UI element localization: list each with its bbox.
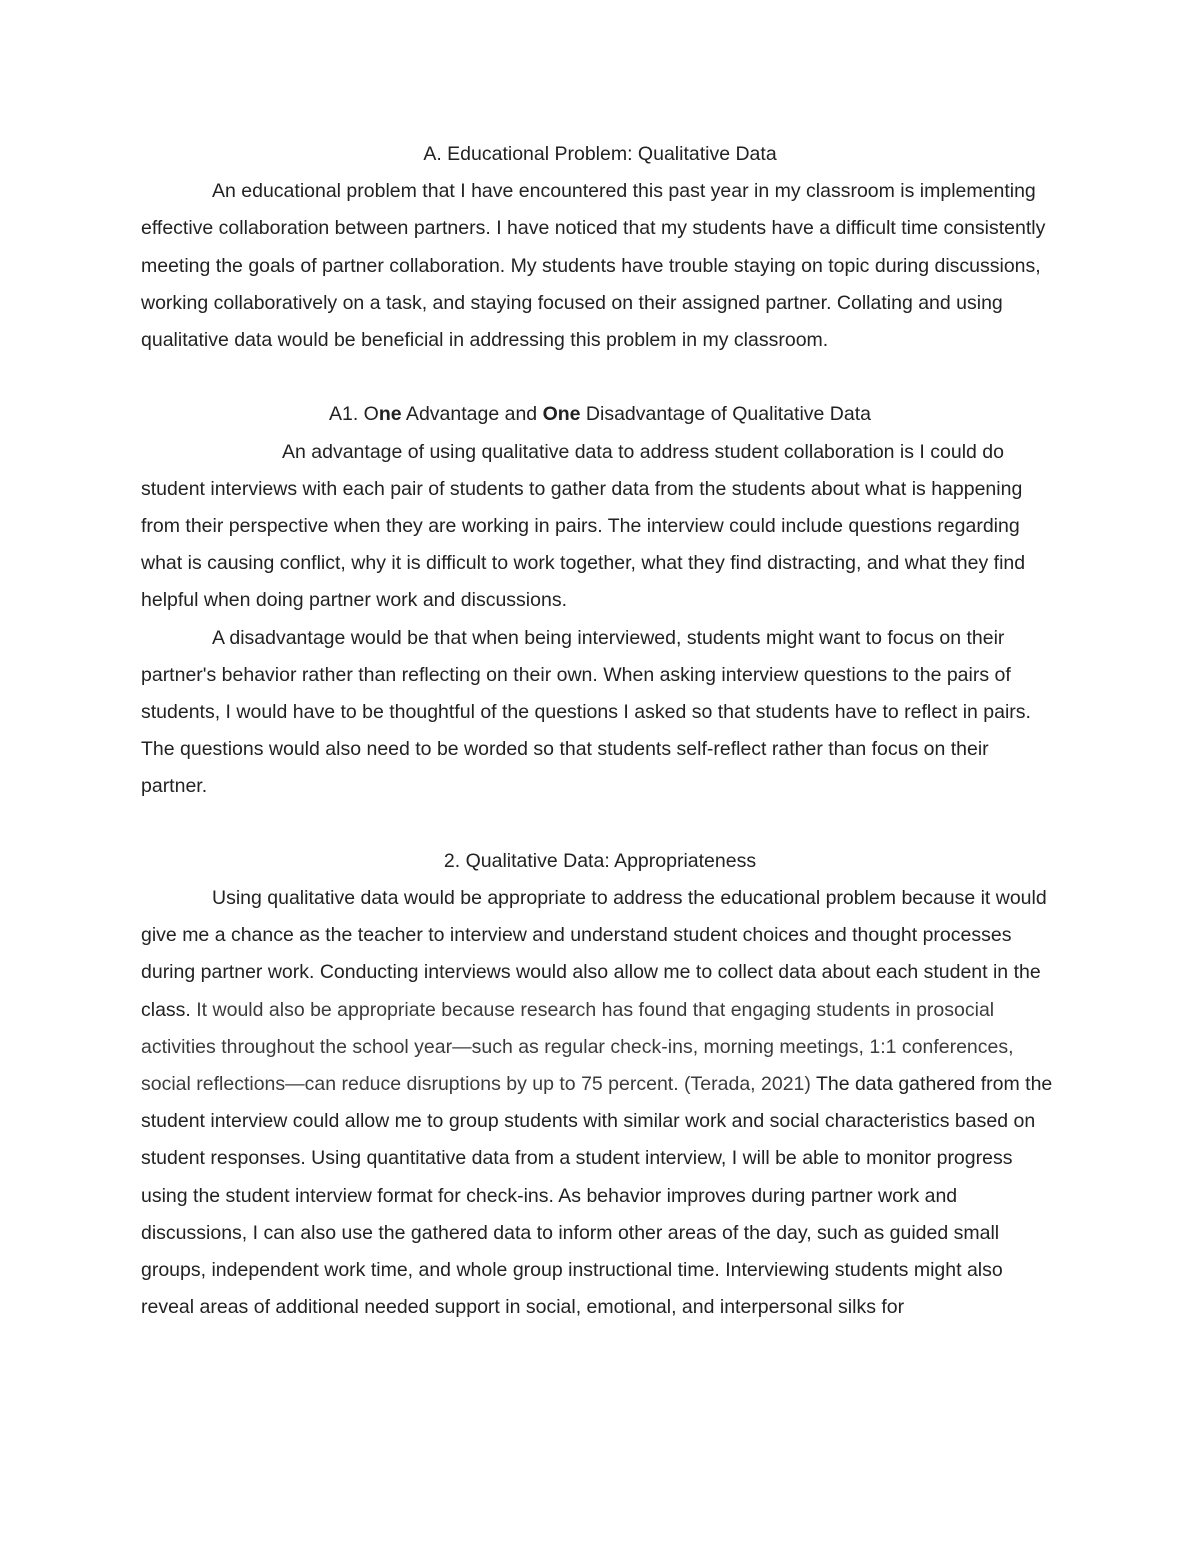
heading-text: A1. O — [328, 403, 379, 426]
advantage-paragraph: An advantage of using qualitative data to address student collaboration is I could do student interviews with each pair of students to gather data from the students about what is happening from their perspective when they are working in pairs. The interview could include questions regarding what is causing conflict, why it is difficult to work together, what they find distracting, and what they find helpful when doing partner work and discussions. — [141, 440, 1026, 612]
paragraph-text: Using qualitative data would be appropriate to address the educational problem because it would give me a chance as the teacher to interview and understand student choices and thought processes during partner work. Conducting interviews would also allow me to collect data about each student in the class. — [141, 887, 1047, 1021]
section-spacer — [141, 806, 1059, 843]
appropriateness-paragraph — [141, 880, 1059, 1326]
research-citation-text: It would also be appropriate because research has found that engaging students in prosocial activities throughout the school year—such as regular check-ins, morning meetings, 1:1 conferences, social reflections—can reduce disruptions by up to 75 percent. (Terada, 2021) — [141, 998, 1014, 1096]
section-spacer — [141, 359, 1059, 396]
document-page — [141, 136, 1059, 1326]
heading-bold-text: ne — [378, 403, 402, 426]
section-a-paragraph: An educational problem that I have encountered this past year in my classroom is implementing effective collaboration between partners. I have noticed that my students have a difficult time consistently meeting the goals of partner collaboration. My students have trouble staying on topic during discussions, working collaboratively on a task, and staying focused on their assigned partner. Collating and using qualitative data would be beneficial in addressing this problem in my classroom. — [141, 180, 1046, 352]
heading-text: Advantage and — [401, 403, 543, 426]
heading-bold-text: One — [542, 403, 581, 426]
disadvantage-paragraph: A disadvantage would be that when being interviewed, students might want to focus on their partner's behavior rather than reflecting on their own. When asking interview questions to the pairs of students, I would have to be thoughtful of the questions I asked so that students have to reflect in pairs. The questions would also need to be worded so that students self-reflect rather than focus on their partner. — [141, 626, 1031, 798]
section-2-heading: 2. Qualitative Data: Appropriateness — [443, 849, 757, 872]
paragraph-text: The data gathered from the student interview could allow me to group students with similar work and social characteristics based on student responses. Using quantitative data from a student interview, I will be able to monitor progress using the student interview format for check-ins. As behavior improves during partner work and discussions, I can also use the gathered data to inform other areas of the day, such as guided small groups, independent work time, and whole group instructional time. Interviewing students might also reveal areas of additional needed support in social, emotional, and interpersonal silks for — [141, 1073, 1053, 1319]
heading-text: Disadvantage of Qualitative Data — [580, 403, 872, 426]
section-a1-heading — [141, 396, 1059, 433]
section-a-heading: A. Educational Problem: Qualitative Data — [423, 143, 777, 165]
